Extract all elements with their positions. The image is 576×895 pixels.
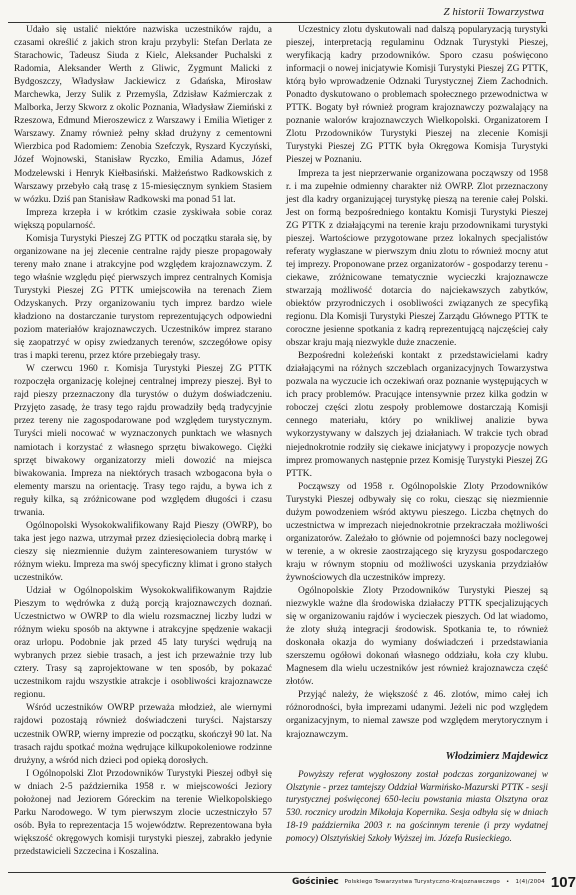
publisher-name: Polskiego Towarzystwa Turystyczno-Krajoznawczego: [344, 879, 500, 885]
paragraph: Udało się ustalić niektóre nazwiska uczestników rajdu, a czasami określić z jakich stron kraju przybyli: Stefan Derlata ze Starachowic, Tadeusz Siuda z Kielc, Aleksander Puchalski z Radomia, Aleksander Werth z Gliwic, Zygmunt Malicki z Bydgoszczy, Władysław Jackiewicz z Gdańska, Mirosław Marchewka, Jerzy Sulik z Przemyśla, Zdzisław Kaźmierczak z Malborka, Jerzy Skworz z okolic Poznania, Władysław Ziemiński z Rzeszowa, Edmund Mieroszewicz z Warszawy i Emilia Wietiger z Warszawy. Znamy również pełny skład drużyny z cementowni Wierzbica pod Radomiem: Zenobia Szefczyk, Ryszard Kyczyński, Józef Wojnowski, Stanisław Ryczko, Emilia Adamus, Józef Modzelewski i Henryk Kiełbasiński. Małżeństwo Radkowskich z Warszawy przebyło całą trasę z 15-miesięcznym synkiem Stasiem w wózku. Dziś pan Stanisław Radkowski ma ponad 51 lat.: [14, 25, 272, 205]
author-signature: Włodzimierz Majdewicz: [445, 750, 548, 762]
paragraph: Komisja Turystyki Pieszej ZG PTTK od początku starała się, by organizowane na jej zlecenie centralne rajdy piesze propagowały tereny mało znane i atrakcyjne pod względem krajoznawczym. Z tego właśnie względu pięć pierwszych imprez centralnych Komisja Turystyki Pieszej ZG PTTK umiejscowiła na terenach Ziem Odzyskanych. Przy organizowaniu tych imprez bardzo wiele kładziono na dostarczanie turystom reprezentujących odpowiedni poziom materiałów krajoznawczych. Uczestników imprez starano się zaopatrzyć w opisy zwiedzanych terenów, szczegółowe opisy tras i mapki terenu, przez które przebiegały trasy.: [14, 233, 272, 362]
left-column: [14, 24, 272, 859]
paragraph: I Ogólnopolski Zlot Przodowników Turystyki Pieszej odbył się w dniach 2-5 października 1958 r. w miejscowości Jeziory położonej nad Jeziorem Góreckim na terenie Wielkopolskiego Parku Narodowego. W tym pierwszym zlocie uczestniczyło 57 osób. Była to reprezentacja 15 województw. Reprezentowana była większość okręgowych komisji turystyki pieszej, zabrakło jedynie przedstawicieli Szczecina i Koszalina.: [14, 768, 272, 857]
page-number: 107: [550, 873, 576, 891]
paragraph: Wśród uczestników OWRP przeważa młodzież, ale wiernymi rajdowi pozostają również doświadczeni turyści. Najstarszy uczestnik OWRP, wierny imprezie od początku, skończył 90 lat. Na trasach rajdu spotkać można wędrujące kilkupokoleniowe rodzinne drużyny, a wśród nich dzieci pod opieką dorosłych.: [14, 703, 272, 766]
paragraph: W czerwcu 1960 r. Komisja Turystyki Pieszej ZG PTTK rozpoczęła organizację kolejnej centralnej imprezy pieszej. Był to rajd pieszy przeznaczony dla turystów o dużym doświadczeniu. Przyjęto zasadę, że trasy tego rajdu prowadziły będą tradycyjnie przez tereny nie zagospodarowane pod względem turystycznym. Turyści mieli nocować w wyznaczonych punktach we własnych namiotach i korzystać z własnego sprzętu biwakowego. Ciężki sprzęt biwakowy organizatorzy mieli dowozić na miejsca biwakowania. Impreza na niektórych trasach wzbogacona była o elementy marszu na orientację. Trasy tego rajdu, a bywa ich z reguły kilka, są zróżnicowane pod względem długości i czasu trwania.: [14, 364, 272, 518]
footer-separator: •: [505, 879, 510, 885]
paragraph: Udział w Ogólnopolskim Wysokokwalifikowanym Rajdzie Pieszym to wędrówka z dużą porcją krajoznawczych doznań. Uczestnictwo w OWRP to dla wielu rozsmacznej liczby ludzi w różnym wieku sposób na aktywne i atrakcyjne spędzenie wakacji oraz urlopu. Podobnie jak przed 45 laty turyści wędrują na wybranych przez siebie trasach, a jest ich przeważnie trzy lub cztery. Trasy są zaprojektowane w ten sposób, by pokazać uczestnikom rajdu wszystkie atrakcje i osobliwości krajoznawcze regionu.: [14, 586, 272, 701]
issue-number: 1(4)/2004: [515, 879, 545, 885]
paragraph: Uczestnicy zlotu dyskutowali nad dalszą popularyzacją turystyki pieszej, interpretacją regulaminu Odznak Turystyki Pieszej, weryfikacją kadry przodowników. Sporo czasu poświęcono informacji o nowej inicjatywie Komisji Turystyki Pieszej ZG PTTK, którą było wprowadzenie Odznaki Turystycznej Ziem Zachodnich. Ponadto dyskutowano o problemach społecznego przewodnictwa w PTTK. Bogaty był również program krajoznawczy pozwalający na poznanie walorów krajoznawczych Wielkopolski. Organizatorem I Zlotu Przodowników Turystyki Pieszej na zlecenie Komisji Turystyki Pieszej ZG PTTK była Okręgowa Komisja Turystyki Pieszej w Poznaniu.: [286, 25, 548, 166]
page-footer: [292, 873, 576, 891]
section-title: Z historii Towarzystwa: [443, 6, 544, 18]
paragraph: Przyjąć należy, że większość z 46. zlotów, mimo całej ich różnorodności, była imprezami udanymi. Jeżeli nic pod względem organizacyjnym, to niemal zawsze pod względem merytorycznym i krajoznawczym.: [286, 690, 548, 740]
magazine-logo: Gościniec: [292, 877, 339, 887]
paragraph: Ogólnopolskie Zloty Przodowników Turystyki Pieszej są niezwykle ważne dla środowiska działaczy PTTK specjalizujących się w organizowaniu rajdów i wycieczek pieszych. Od lat wiadomo, że zloty służą integracji środowisk. Spotkania te, to również doskonała okazja do wymiany doświadczeń i przedstawiania szerszemu ogółowi dokonań własnego oddziału, koła czy klubu. Magnesem dla wielu uczestników jest również krajoznawcza część złotów.: [286, 586, 548, 688]
paragraph: Impreza ta jest nieprzerwanie organizowana począwszy od 1958 r. i ma zupełnie odmienny charakter niż OWRP. Zlot przeznaczony jest dla kadry organizującej turystykę pieszą na terenie całej Polski. Jest on formą bezpośredniego kontaktu Komisji Turystyki Pieszej ZG PTTK z działającymi na terenie kraju przodownikami turystyki pieszej. Wartościowe przygotowane przez lokalnych specjalistów referaty wygłaszane w pierwszym dniu zlotu to również mocny atut tej imprezy. Proponowane przez organizatorów - gospodarzy terenu - ciekawe, zróżnicowane tematycznie wycieczki krajoznawcze stwarzają możliwość dotarcia do najciekawszych zabytków, obiektów przyrodniczych i osobliwości związanych ze specyfiką regionu. Dla Komisji Turystyki Pieszej Zarządu Głównego PTTK te coroczne jesienne spotkania z kadrą reprezentującą najczęściej cały obszar kraju mają niezwykle duże znaczenie.: [286, 168, 548, 349]
paragraph: Ogólnopolski Wysokokwalifikowany Rajd Pieszy (OWRP), bo taka jest jego nazwa, utrzymał przez dziesięciolecia dobrą markę i cieszy się niezmiennie dużym zainteresowaniem turystów w różnym wieku. Impreza ma swój specyficzny klimat i grono stałych uczestników.: [14, 520, 272, 583]
paragraph: Począwszy od 1958 r. Ogólnopolskie Zloty Przodowników Turystyki Pieszej odbywały się co roku, ciesząc się niezmiennie dużym powodzeniem wśród aktywu pieszego. Liczba chętnych do uczestnictwa w imprezach niejednokrotnie przekraczała możliwości organizatorów. Zależało to głównie od pojemności bazy noclegowej w terenie, a w okresie zaostrzającego się kryzysu gospodarczego kraju w równym stopniu od możliwości uzyskania przydziałów żywnościowych dla uczestników imprezy.: [286, 481, 548, 583]
paragraph: Impreza krzepła i w krótkim czasie zyskiwała sobie coraz większą popularność.: [14, 207, 272, 231]
paragraph: Bezpośredni koleżeński kontakt z przedstawicielami kadry działającymi na różnych szczeblach organizacyjnych Towarzystwa pozwala na wyczucie ich oczekiwań oraz poznanie występujących w ich pracy problemów. Pracujące intensywnie przez kilka godzin w roboczej części zlotu zespoły problemowe dostarczają Komisji cennego materiału, który po wnikliwej analizie bywa wykorzystywany w dalszych jej działaniach. W trakcie tych obrad niejednokrotnie rodziły się ciekawe inicjatywy i propozycje nowych imprez promowanych następnie przez Komisję Turystyki Pieszej ZG PTTK.: [286, 351, 548, 479]
editorial-note: Powyższy referat wygłoszony został podczas zorganizowanej w Olsztynie - przez tamtejszy Oddział Warmińsko-Mazurski PTTK - sesji turystycznej poświęconej 650-leciu powstania miasta Olsztyna oraz 530. rocznicy urodzin Mikołaja Kopernika. Sesja odbyła się w dniach 18-19 października 2003 r. na gościnnym terenie (i przy wydatnej pomocy) Olsztyńskiej Szkoły Wyższej im. Józefa Rusieckiego.: [286, 769, 548, 845]
header-divider: [8, 22, 546, 23]
right-column: [286, 24, 548, 846]
